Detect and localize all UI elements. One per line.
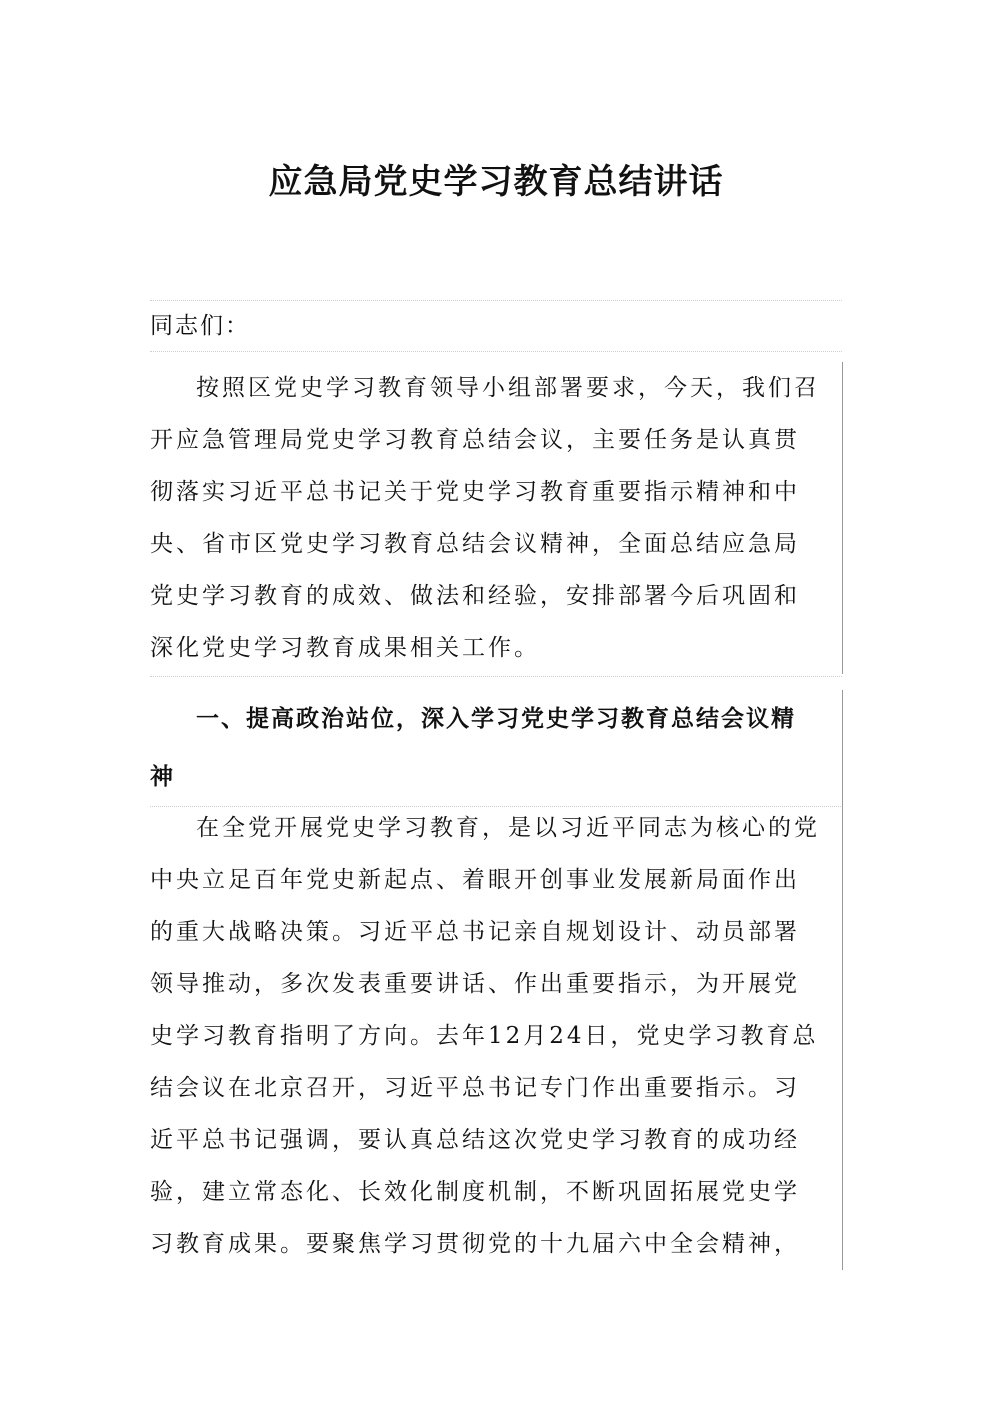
section-heading-1 xyxy=(150,690,843,807)
paragraph-line: 的重大战略决策。习近平总书记亲自规划设计、动员部署 xyxy=(150,919,800,945)
document-title: 应急局党史学习教育总结讲话 xyxy=(268,162,724,202)
paragraph-section-1 xyxy=(150,802,843,1270)
paragraph-line: 央、省市区党史学习教育总结会议精神，全面总结应急局 xyxy=(150,531,800,557)
paragraph-line: 在全党开展党史学习教育，是以习近平同志为核心的党 xyxy=(196,815,820,841)
paragraph-line: 中央立足百年党史新起点、着眼开创事业发展新局面作出 xyxy=(150,867,800,893)
heading-line: 神 xyxy=(150,763,175,790)
paragraph-line: 领导推动，多次发表重要讲话、作出重要指示，为开展党 xyxy=(150,971,800,997)
paragraph-line: 开应急管理局党史学习教育总结会议，主要任务是认真贯 xyxy=(150,427,800,453)
paragraph-line: 深化党史学习教育成果相关工作。 xyxy=(150,635,540,661)
paragraph-intro xyxy=(150,362,843,674)
paragraph-line: 彻落实习近平总书记关于党史学习教育重要指示精神和中 xyxy=(150,479,800,505)
paragraph-line: 习教育成果。要聚焦学习贯彻党的十九届六中全会精神， xyxy=(150,1231,800,1257)
paragraph-line: 验，建立常态化、长效化制度机制，不断巩固拓展党史学 xyxy=(150,1179,800,1205)
salutation: 同志们： xyxy=(150,300,842,352)
paragraph-line: 近平总书记强调，要认真总结这次党史学习教育的成功经 xyxy=(150,1127,800,1153)
heading-line: 一、提高政治站位，深入学习党史学习教育总结会议精 xyxy=(196,705,796,732)
divider xyxy=(150,676,842,677)
paragraph-line: 党史学习教育的成效、做法和经验，安排部署今后巩固和 xyxy=(150,583,800,609)
paragraph-line: 结会议在北京召开，习近平总书记专门作出重要指示。习 xyxy=(150,1075,800,1101)
paragraph-line: 史学习教育指明了方向。去年12月24日，党史学习教育总 xyxy=(150,1023,819,1049)
paragraph-line: 按照区党史学习教育领导小组部署要求，今天，我们召 xyxy=(196,375,820,401)
